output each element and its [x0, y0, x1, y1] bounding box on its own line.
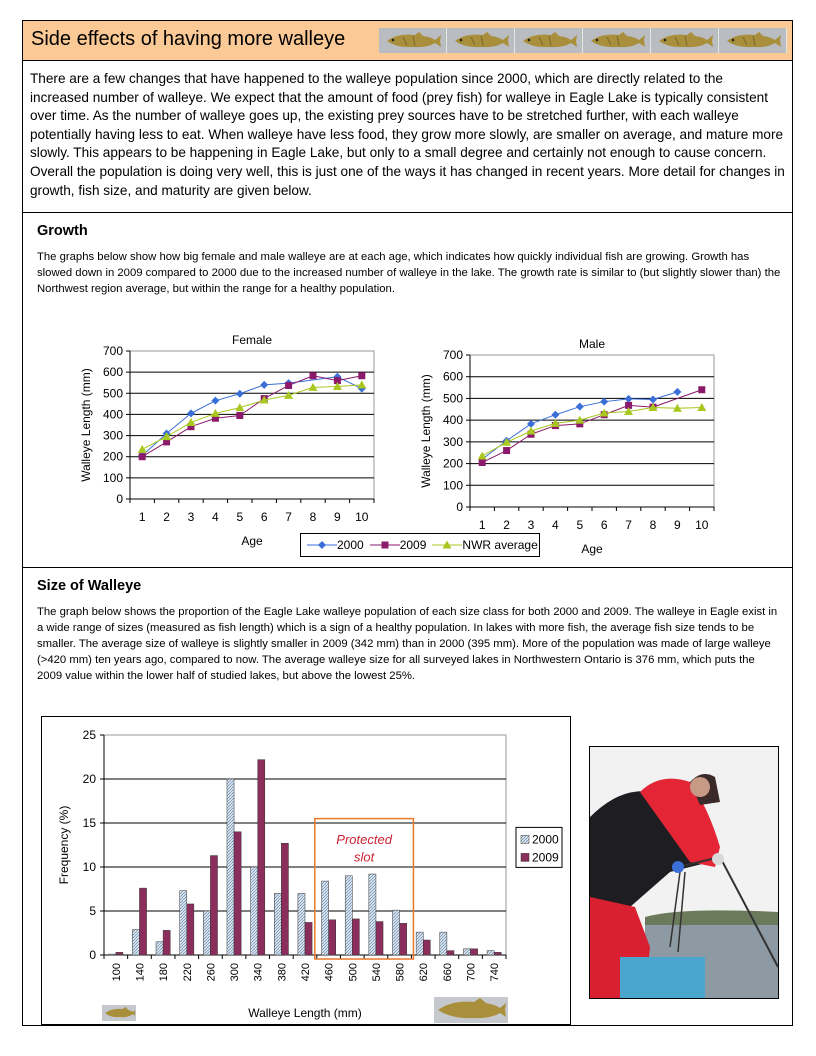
bar-2000 — [180, 891, 187, 955]
bar-2009 — [400, 923, 407, 955]
photo-person-netting — [590, 747, 778, 998]
bar-2009 — [471, 949, 478, 955]
x-tick-label: 6 — [260, 510, 268, 524]
bar-2000 — [463, 949, 470, 955]
intro-text: There are a few changes that have happened to the walleye population since 2000, which are directly related to the increased number of walleye. We expect that the amount of food (prey fish) for walleye in Eagle Lake is typically consistent over time. As the number of walleye goes up, the existing prey sources have to be stretched further, with each walleye potentially having less to eat. When walleye have less food, they grow more slowly, are smaller on average, and mature more slowly. This appears to be happening in Eagle Lake, but only to a small degree and certainly not enough to cause concern. Overall the population is doing very well, this is just one of the ways it has changed in recent years. More detail for changes in growth, fish size, and maturity are given below. — [30, 71, 785, 198]
y-tick-label: 600 — [442, 369, 463, 384]
growth-section — [23, 213, 792, 568]
growth-text: The graphs below show how big female and male walleye are at each age, which indicates how quickly individual fish are growing. Growth has slowed down in 2009 compared to 2000 due to the increased number of walleye in the lake. The growth rate is similar to (but slightly slower than) the Northwest region average, but within the range for a healthy population. — [37, 251, 781, 295]
y-tick-label: 15 — [82, 816, 96, 830]
walleye-icon — [379, 28, 447, 53]
x-tick-label: 1 — [478, 518, 486, 532]
y-tick-label: 25 — [82, 728, 96, 742]
protected-slot-label: Protected — [336, 832, 392, 848]
x-tick-label: 100 — [110, 963, 123, 982]
x-tick-label: 580 — [394, 963, 407, 982]
x-tick-label: 6 — [600, 518, 608, 532]
legend-item — [307, 538, 364, 552]
x-tick-label: 8 — [309, 510, 317, 524]
walleye-icon — [583, 28, 651, 53]
x-tick-label: 3 — [527, 518, 535, 532]
y-tick-label: 400 — [102, 407, 123, 422]
x-tick-label: 9 — [334, 510, 341, 524]
size-heading: Size of Walleye — [37, 578, 142, 594]
walleye-banner — [379, 28, 787, 53]
legend-label: 2000 — [532, 832, 559, 847]
bar-2009 — [163, 930, 170, 955]
bar-2000 — [132, 929, 139, 955]
walleye-icon — [651, 28, 719, 53]
y-tick-label: 100 — [102, 470, 123, 485]
diamond-marker-icon — [307, 539, 337, 551]
data-point — [236, 412, 243, 419]
y-tick-label: 500 — [102, 386, 123, 401]
legend-item — [370, 538, 427, 552]
legend-marker — [318, 541, 326, 549]
x-tick-label: 10 — [695, 518, 709, 532]
size-text: The graph below shows the proportion of the Eagle Lake walleye population of each size class for both 2000 and 2009. The walleye in Eagle exist in a wide range of sizes (measured as fish length) which is a sign of a healthy population. In lakes with more fish, the average fish size tends to be smaller. The average size of walleye is slightly smaller in 2009 (342 mm) than in 2000 (395 mm). More of the population was made of large walleye (>420 mm) ten years ago, compared to now. The average walleye size for all surveyed lakes in Northwestern Ontario is 376 mm, which puts the 2009 value within the lower half of studied lakes, but above the lowest 25%. — [37, 606, 778, 682]
bar-2009 — [423, 940, 430, 955]
y-tick-label: 500 — [442, 391, 463, 406]
x-tick-label: 620 — [418, 963, 431, 982]
data-point — [503, 447, 510, 454]
x-tick-label: 9 — [674, 518, 681, 532]
x-tick-label: 4 — [212, 510, 219, 524]
x-tick-label: 4 — [552, 518, 559, 532]
x-tick-label: 540 — [370, 963, 383, 982]
bar-2009 — [352, 919, 359, 955]
plot-area — [470, 355, 714, 507]
bar-2000 — [298, 893, 305, 955]
x-tick-label: 2 — [503, 518, 510, 532]
data-point — [310, 372, 317, 379]
x-tick-label: 660 — [441, 963, 454, 982]
bar-2009 — [447, 951, 454, 955]
protected-slot-label: slot — [354, 849, 375, 865]
bar-2009 — [258, 760, 265, 955]
x-tick-label: 260 — [205, 963, 218, 982]
y-tick-label: 300 — [102, 428, 123, 443]
large-walleye-icon — [434, 997, 508, 1023]
y-tick-label: 600 — [102, 365, 123, 380]
growth-legend — [300, 533, 540, 557]
y-tick-label: 300 — [442, 434, 463, 449]
legend-marker — [381, 542, 388, 549]
x-tick-label: 7 — [625, 518, 632, 532]
bar-2000 — [251, 867, 258, 955]
x-tick-label: 5 — [576, 518, 584, 532]
x-tick-label: 740 — [489, 963, 502, 982]
legend-label: 2000 — [337, 538, 364, 552]
x-tick-label: 500 — [347, 963, 360, 982]
x-tick-label: 340 — [252, 963, 265, 982]
x-axis-label: Age — [241, 534, 263, 548]
bar-2000 — [392, 910, 399, 955]
data-point — [698, 386, 705, 393]
field-photo — [589, 746, 779, 999]
bar-2000 — [487, 951, 494, 955]
bar-2000 — [109, 954, 116, 955]
page-header — [23, 21, 792, 61]
walleye-icon — [515, 28, 583, 53]
x-tick-label: 220 — [181, 963, 194, 982]
bar-2009 — [281, 843, 288, 955]
bar-2009 — [210, 856, 217, 955]
growth-heading: Growth — [37, 223, 88, 239]
legend-label: 2009 — [399, 538, 427, 552]
y-tick-label: 5 — [89, 904, 96, 918]
bar-2000 — [274, 893, 281, 955]
bar-2009 — [116, 952, 123, 955]
y-axis-label: Walleye Length (mm) — [79, 368, 93, 482]
y-tick-label: 20 — [82, 772, 96, 786]
x-tick-label: 2 — [163, 510, 170, 524]
y-tick-label: 100 — [442, 478, 463, 493]
data-point — [285, 382, 292, 389]
legend-label: 2009 — [532, 850, 559, 865]
size-frequency-chart — [42, 717, 570, 1024]
x-tick-label: 460 — [323, 963, 336, 982]
bar-2009 — [139, 888, 146, 955]
bar-2000 — [156, 942, 163, 955]
legend-swatch — [521, 835, 529, 843]
bar-2000 — [227, 779, 234, 955]
bar-2009 — [234, 832, 241, 955]
triangle-marker-icon — [432, 539, 462, 551]
walleye-icon — [447, 28, 515, 53]
legend-item — [432, 538, 537, 552]
bar-legend — [516, 827, 562, 867]
bar-2000 — [203, 911, 210, 955]
x-tick-label: 7 — [285, 510, 292, 524]
x-tick-label: 10 — [355, 510, 369, 524]
legend-swatch — [521, 853, 529, 861]
intro-section — [23, 61, 792, 213]
x-tick-label: 420 — [300, 963, 312, 982]
x-axis-label: Walleye Length (mm) — [248, 1006, 362, 1020]
x-tick-label: 5 — [236, 510, 244, 524]
series-line-segment — [677, 408, 701, 409]
walleye-icon — [719, 28, 787, 53]
x-tick-label: 300 — [229, 963, 242, 982]
y-tick-label: 400 — [442, 413, 463, 428]
bar-2009 — [329, 920, 336, 955]
x-tick-label: 1 — [138, 510, 146, 524]
data-point — [479, 459, 486, 466]
bar-2000 — [416, 932, 423, 955]
x-tick-label: 380 — [276, 963, 289, 982]
x-tick-label: 3 — [187, 510, 195, 524]
bar-2000 — [369, 874, 376, 955]
page-title: Side effects of having more walleye — [31, 28, 346, 50]
y-axis-label: Walleye Length (mm) — [419, 374, 433, 488]
data-point — [139, 453, 146, 460]
bar-2000 — [322, 881, 329, 955]
y-tick-label: 0 — [116, 492, 123, 506]
y-tick-label: 200 — [442, 456, 463, 471]
x-tick-label: 700 — [465, 963, 478, 982]
x-axis-label: Age — [581, 542, 603, 556]
x-tick-label: 140 — [134, 963, 147, 982]
square-marker-icon — [370, 539, 400, 551]
series-line-segment — [653, 408, 677, 409]
y-tick-label: 700 — [442, 348, 463, 362]
bar-2000 — [345, 876, 352, 955]
y-tick-label: 200 — [102, 449, 123, 464]
size-chart-frame — [41, 716, 571, 1025]
small-walleye-icon — [102, 1005, 136, 1021]
legend-label: NWR average — [462, 538, 538, 552]
chart-title: Female — [231, 333, 273, 347]
bar-2009 — [187, 904, 194, 955]
bar-2009 — [305, 922, 312, 955]
size-section — [23, 568, 792, 1025]
y-tick-label: 0 — [89, 948, 96, 962]
document-page — [22, 20, 793, 1026]
y-tick-label: 0 — [456, 500, 463, 514]
bar-2000 — [440, 932, 447, 955]
data-point — [358, 372, 365, 379]
y-tick-label: 700 — [102, 344, 123, 358]
y-axis-label: Frequency (%) — [57, 805, 71, 885]
y-tick-label: 10 — [82, 860, 96, 874]
bar-2009 — [376, 922, 383, 955]
bar-2009 — [494, 952, 501, 955]
x-tick-label: 8 — [649, 518, 657, 532]
chart-title: Male — [578, 337, 606, 351]
x-tick-label: 180 — [158, 963, 171, 982]
